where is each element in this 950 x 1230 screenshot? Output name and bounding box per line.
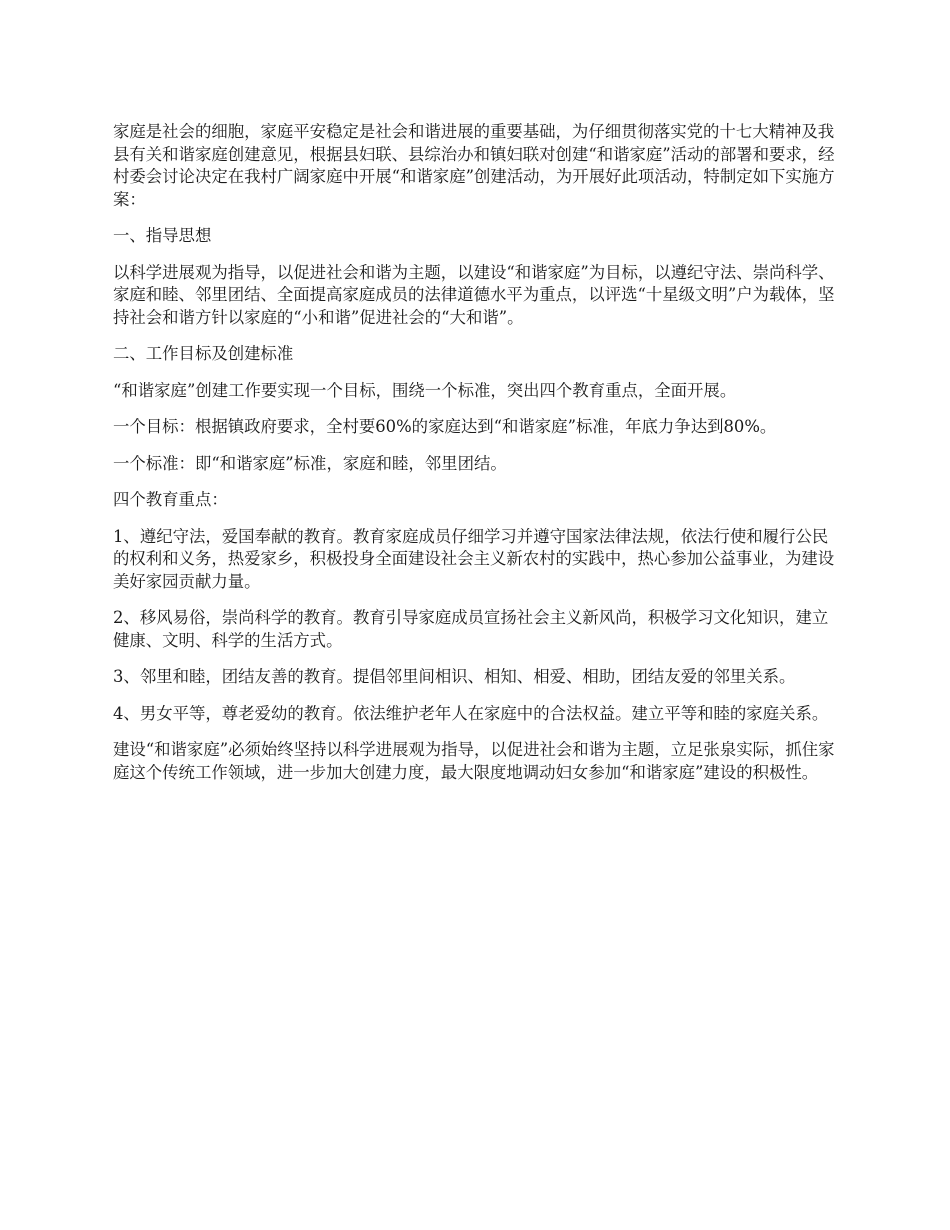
education-item-2: 2、移风易俗，崇尚科学的教育。教育引导家庭成员宣扬社会主义新风尚，积极学习文化知识，建立健康、文明、科学的生活方式。 (113, 608, 829, 650)
one-goal-paragraph: 一个目标：根据镇政府要求，全村要60%的家庭达到“和谐家庭”标准，年底力争达到80%。 (113, 417, 777, 436)
document-body (113, 121, 840, 798)
one-standard-paragraph: 一个标准：即“和谐家庭”标准，家庭和睦，邻里团结。 (113, 453, 507, 473)
section-heading-goals-standards: 二、工作目标及创建标准 (113, 344, 294, 363)
section-heading-guiding-ideology: 一、指导思想 (113, 226, 212, 245)
intro-paragraph: 家庭是社会的细胞，家庭平安稳定是社会和谐进展的重要基础，为仔细贯彻落实党的十七大精神及我县有关和谐家庭创建意见，根据县妇联、县综治办和镇妇联对创建“和谐家庭”活动的部署和要求，经村委会讨论决定在我村广阔家庭中开展“和谐家庭”创建活动，为开展好此项活动，特制定如下实施方案： (113, 122, 835, 209)
education-focus-heading: 四个教育重点： (113, 490, 228, 509)
goals-overview-paragraph: “和谐家庭”创建工作要实现一个目标，围绕一个标准，突出四个教育重点，全面开展。 (113, 380, 737, 400)
education-item-1: 1、遵纪守法，爱国奉献的教育。教育家庭成员仔细学习并遵守国家法律法规，依法行使和履行公民的权利和义务，热爱家乡，积极投身全面建设社会主义新农村的实践中，热心参加公益事业，为建设美好家园贡献力量。 (113, 526, 835, 591)
education-item-3: 3、邻里和睦，团结友善的教育。提倡邻里间相识、相知、相爱、相助，团结友爱的邻里关系。 (113, 667, 796, 686)
closing-paragraph: 建设“和谐家庭”必须始终坚持以科学进展观为指导，以促进社会和谐为主题，立足张泉实际，抓住家庭这个传统工作领域，进一步加大创建力度，最大限度地调动妇女参加“和谐家庭”建设的积极性。 (113, 740, 835, 782)
education-item-4: 4、男女平等，尊老爱幼的教育。依法维护老年人在家庭中的合法权益。建立平等和睦的家庭关系。 (113, 703, 829, 723)
guiding-ideology-paragraph: 以科学进展观为指导，以促进社会和谐为主题，以建设“和谐家庭”为目标，以遵纪守法、崇尚科学、家庭和睦、邻里团结、全面提高家庭成员的法律道德水平为重点，以评选“十星级文明”户为载体，坚持社会和谐方针以家庭的“小和谐”促进社会的“大和谐”。 (113, 262, 835, 327)
